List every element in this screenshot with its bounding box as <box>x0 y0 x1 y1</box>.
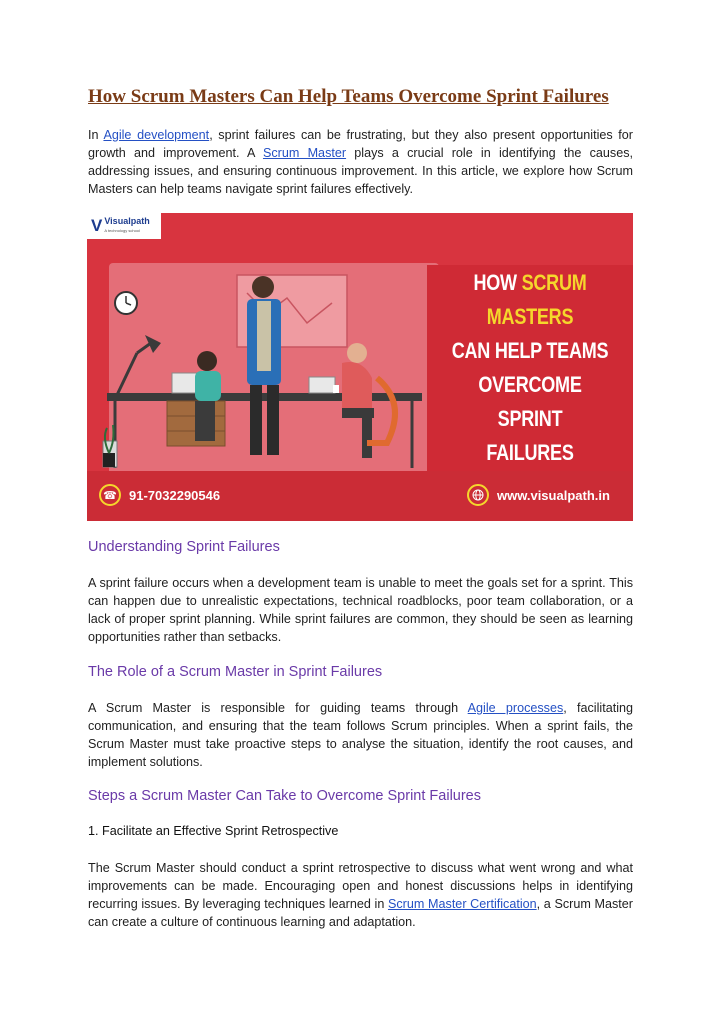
subheading-retrospective: 1. Facilitate an Effective Sprint Retrospective <box>88 824 339 838</box>
scrum-master-certification-link[interactable]: Scrum Master Certification <box>387 897 537 911</box>
section2-text-2: , facilitating communication, and ensuring that the team follows Scrum principles. When a sprint fails, the Scrum Master must take proactive steps to analyse the situation, identify the root causes, and implement solutions. <box>88 701 633 769</box>
section2-paragraph <box>88 699 633 771</box>
scrum-master-term: Scrum Master <box>114 861 195 875</box>
headline-line-3: OVERCOME SPRINT <box>478 372 582 431</box>
globe-icon <box>467 484 489 506</box>
intro-text-2: , sprint failures can be frustrating, but they also present opportunities for growth and improvement. A <box>88 128 633 160</box>
page-title: How Scrum Masters Can Help Teams Overcome Sprint Failures <box>88 86 609 107</box>
section3-text-3: , a Scrum Master can create a culture of continuous learning and adaptation. <box>88 897 633 929</box>
headline-line-1b: SCRUM MASTERS <box>486 270 587 329</box>
headline-line-1a: HOW <box>473 270 522 295</box>
heading-role-of-scrum-master: The Role of a Scrum Master in Sprint Failures <box>88 664 383 680</box>
heading-understanding-sprint-failures: Understanding Sprint Failures <box>88 539 280 555</box>
logo-mark-icon: V <box>91 216 103 235</box>
banner-phone-number: 91-7032290546 <box>129 487 221 503</box>
intro-paragraph <box>88 126 633 198</box>
agile-development-link[interactable]: Agile development <box>103 128 210 142</box>
section3-text-2: should conduct a sprint retrospective to discuss what went wrong and what improvements can be made. Encouraging open and honest discussions helps in identifying recurring issues. By leveraging techniques learned in <box>88 861 634 911</box>
article-banner-image <box>87 213 633 521</box>
wall-clock-icon <box>115 292 137 314</box>
logo-name: Visualpath <box>104 216 150 226</box>
intro-text-3: plays a crucial role in identifying the causes, addressing issues, and ensuring continuous improvement. In this article, we explore how Scrum Masters can help teams navigate sprint failures effectively. <box>88 146 633 196</box>
banner-website-group <box>467 484 610 506</box>
section3-paragraph <box>88 859 633 931</box>
banner-phone-group <box>99 484 220 506</box>
scrum-master-link[interactable]: Scrum Master <box>262 146 347 160</box>
banner-contact-bar <box>87 471 633 521</box>
banner-headline-panel <box>427 265 633 471</box>
section3-text-1: The <box>88 861 115 875</box>
banner-website: www.visualpath.in <box>497 487 610 503</box>
phone-icon: ☎ <box>99 484 121 506</box>
intro-text-1: In <box>88 128 104 142</box>
agile-processes-link[interactable]: Agile processes <box>467 701 564 715</box>
logo-tagline: A technology school <box>104 228 140 233</box>
section2-text-1: A Scrum Master is responsible for guiding teams through <box>88 701 468 715</box>
heading-steps-scrum-master: Steps a Scrum Master Can Take to Overcome Sprint Failures <box>88 788 481 804</box>
section1-paragraph: A sprint failure occurs when a development team is unable to meet the goals set for a sprint. This can happen due to unrealistic expectations, technical roadblocks, poor team collaboration, or a lack of proper sprint planning. While sprint failures are common, they should be seen as learning opportunities rather than setbacks. <box>88 576 633 644</box>
banner-headline <box>446 266 615 470</box>
headline-line-2: CAN HELP TEAMS <box>451 338 609 363</box>
headline-line-4: FAILURES <box>486 440 574 465</box>
visualpath-logo <box>87 213 161 239</box>
desk-lamp-icon <box>117 335 161 395</box>
